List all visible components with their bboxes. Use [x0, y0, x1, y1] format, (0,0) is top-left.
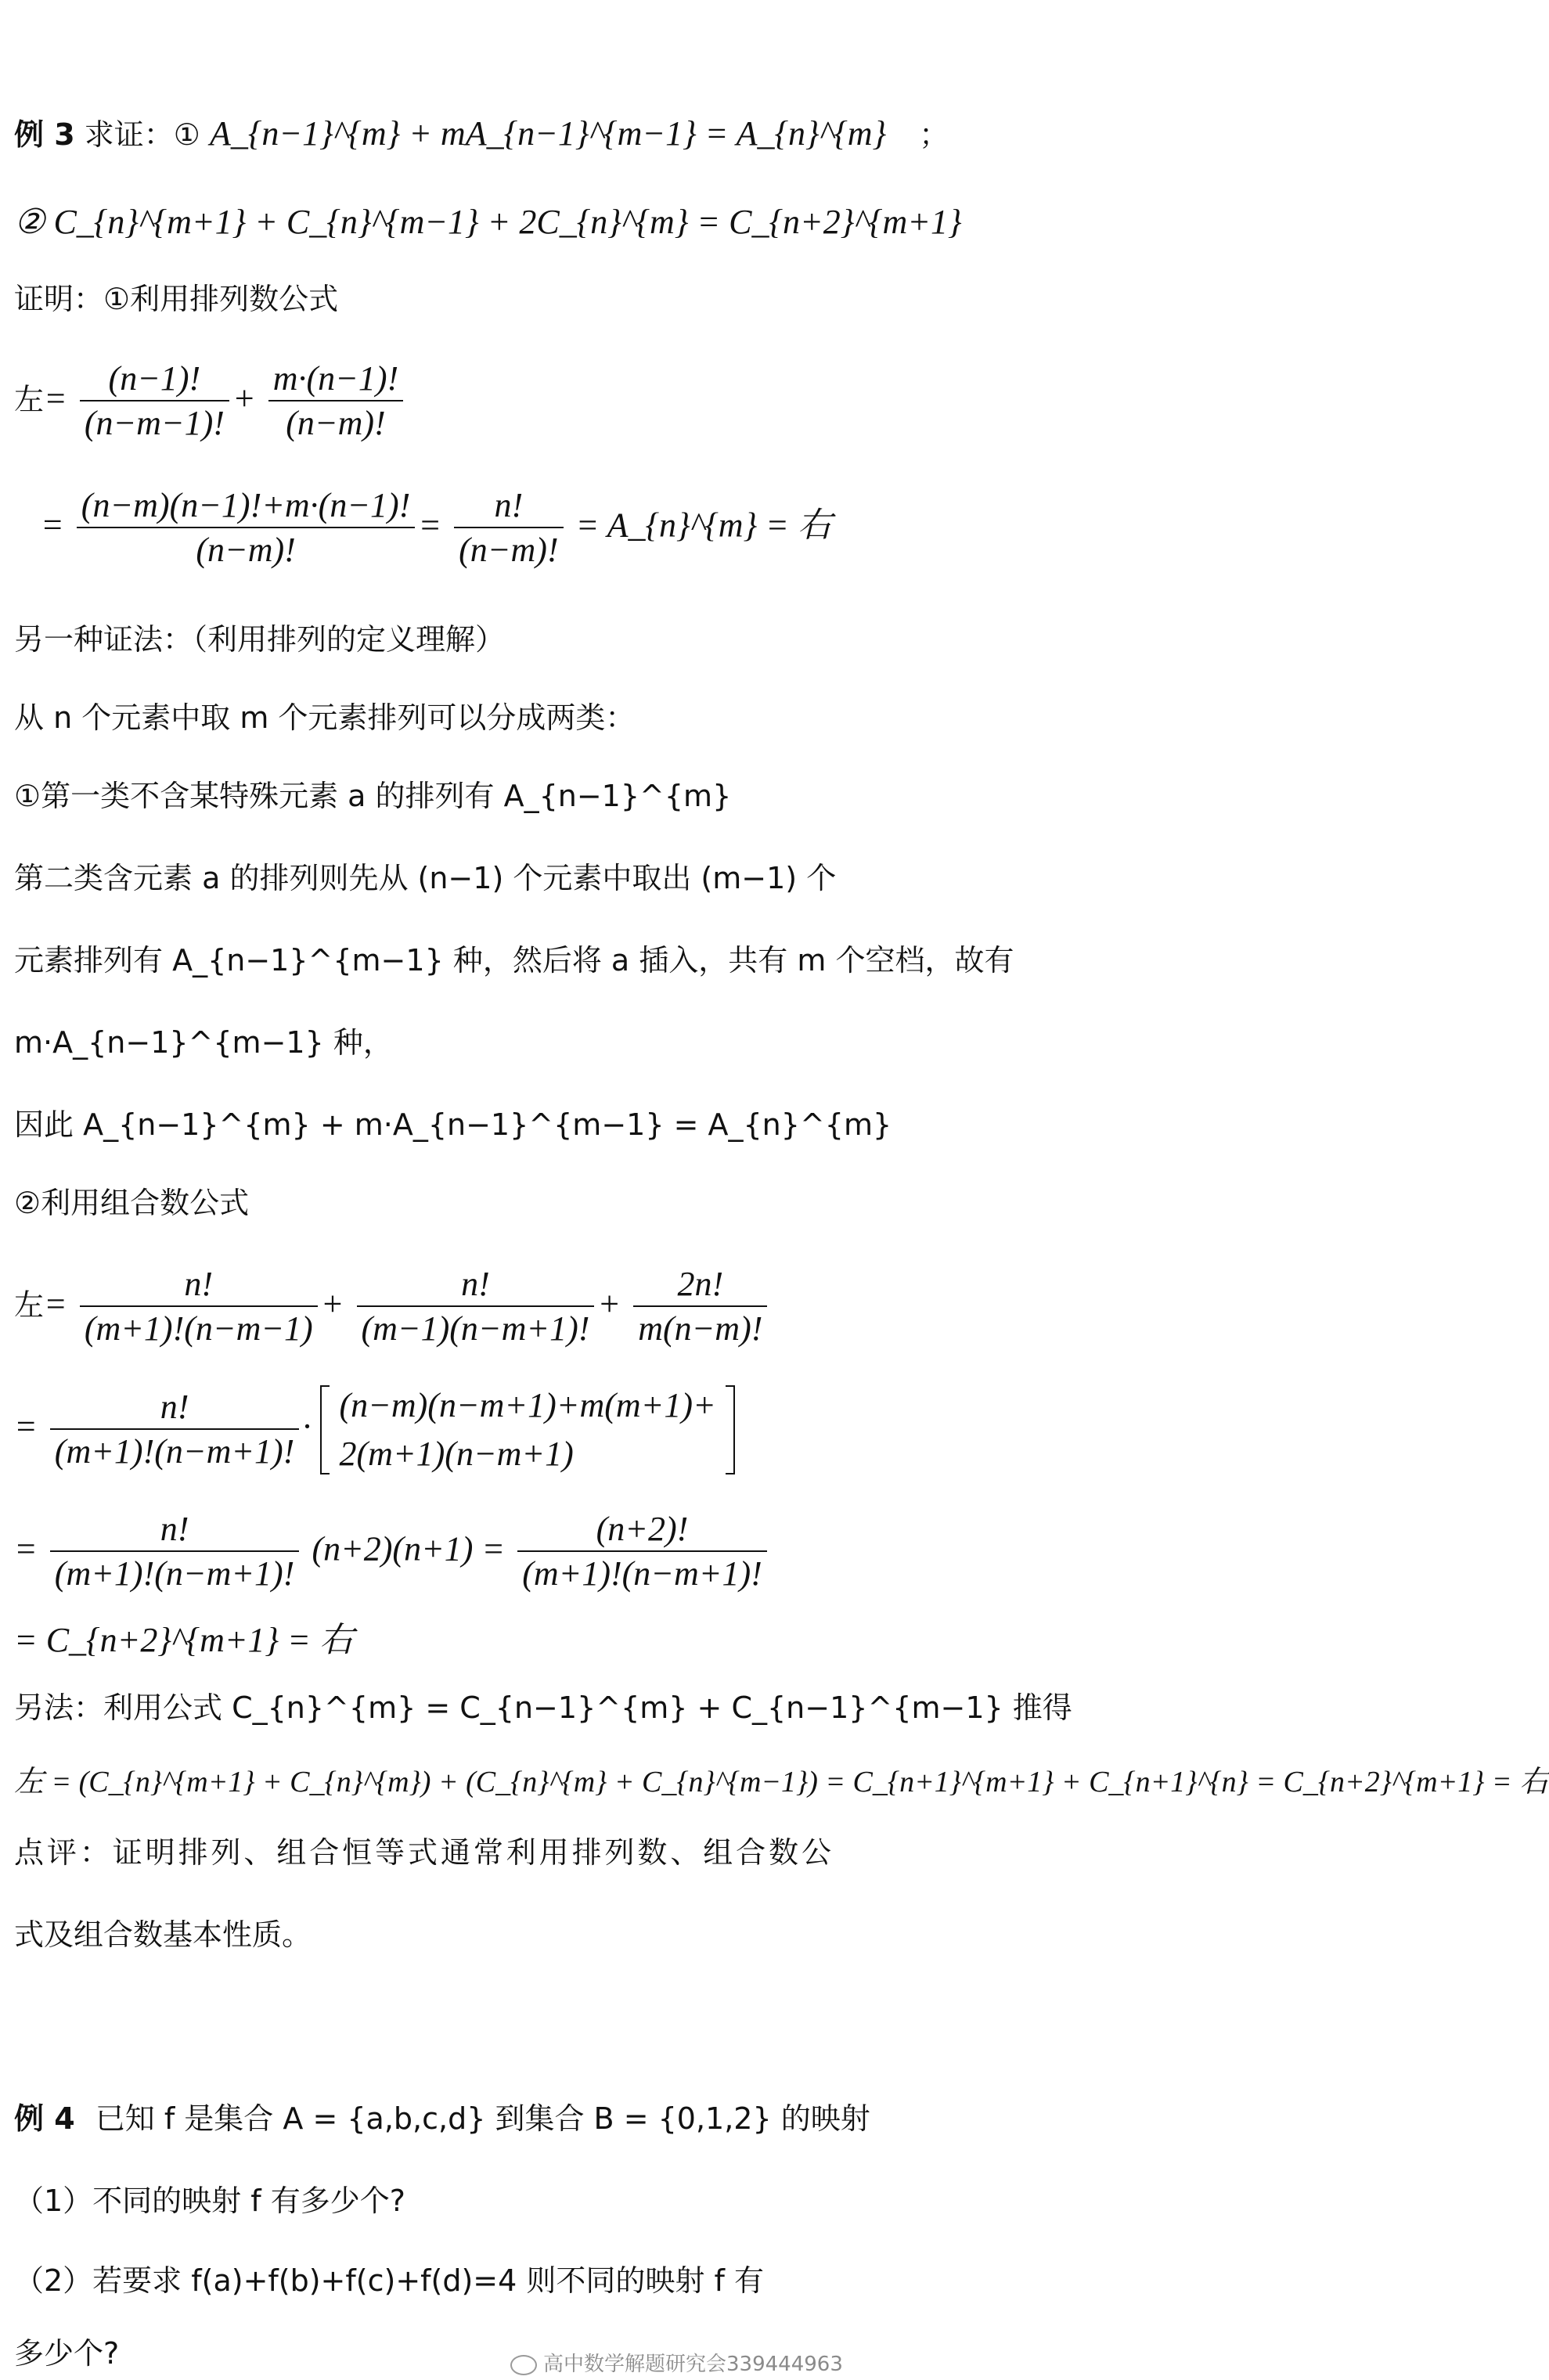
- comment-line-1: 点评：证明排列、组合恒等式通常利用排列数、组合数公: [14, 1835, 831, 1870]
- fraction-3-den: (n−m)!: [77, 527, 416, 571]
- fraction-g1: [80, 1264, 318, 1350]
- fraction-g3-den: m(n−m)!: [633, 1305, 767, 1350]
- watermark-text: 高中数学解题研究会339444963: [543, 2353, 843, 2376]
- fraction-h1-den: (m+1)!(n−m+1)!: [50, 1428, 300, 1473]
- part2-step3: = $\frac{n!}{(m+1)!(n-m+1)!}$ (n+2)(n+1) = $\frac{(n+2)!}{(m+1)!(n-m+1)!}$: [14, 1509, 831, 1595]
- fraction-h1: [50, 1387, 300, 1473]
- fraction-2-num: m·(n−1)!: [272, 359, 399, 398]
- ex3-eq1-end: ；: [919, 117, 949, 152]
- fraction-g2: [357, 1264, 595, 1350]
- bracket-row-1: (n−m)(n−m+1)+m(m+1)+: [339, 1386, 716, 1424]
- left-label-2: 左: [14, 1287, 45, 1323]
- fraction-g1-den: (m+1)!(n−m−1): [80, 1305, 318, 1350]
- fraction-k2: [517, 1509, 767, 1595]
- alt-proof-title: 另一种证法：（利用排列的定义理解）: [14, 622, 506, 657]
- ex3-eq2: ② C_{n}^{m+1} + C_{n}^{m−1} + 2C_{n}^{m} = C_{n+2}^{m+1}: [14, 203, 962, 241]
- other-eq-line: [14, 1765, 1549, 1801]
- watermark: [510, 2348, 843, 2377]
- ex4-label: 例 4: [14, 2101, 75, 2136]
- ex3-eq1: A_{n−1}^{m} + mA_{n−1}^{m−1} = A_{n}^{m}: [209, 114, 887, 153]
- ex3-eq2-line: [14, 202, 962, 243]
- fraction-h1-num: n!: [160, 1387, 189, 1426]
- proof-step2: = $\frac{(n-m)(n-1)!+m\cdot(n-1)!}{(n-m)!}$ = $\frac{n!}{(n-m)!}$ = A_{n}^{m} = 右: [14, 485, 831, 571]
- ex4-question-2: （2）若要求 f(a)+f(b)+f(c)+f(d)=4 则不同的映射 f 有: [14, 2263, 764, 2298]
- left-bracket: [320, 1385, 330, 1474]
- part2-title: ②利用组合数公式: [14, 1186, 250, 1220]
- result-2-line: [14, 1620, 831, 1662]
- fraction-4-den: (n−m)!: [454, 527, 563, 571]
- fraction-1-num: (n−1)!: [108, 359, 201, 398]
- alt-proof-text-5: m·A_{n−1}^{m−1} 种，: [14, 1025, 393, 1060]
- proof-title: 证明：①利用排列数公式: [14, 282, 339, 316]
- ex3-label: 例 3: [14, 117, 75, 152]
- fraction-g2-den: (m−1)(n−m+1)!: [357, 1305, 595, 1350]
- alt-proof-text-4: 元素排列有 A_{n−1}^{m−1} 种，然后将 a 插入，共有 m 个空档，故有: [14, 943, 1014, 978]
- fraction-k1: [50, 1509, 300, 1595]
- fraction-k1-den: (m+1)!(n−m+1)!: [50, 1550, 300, 1595]
- fraction-g1-num: n!: [184, 1265, 214, 1303]
- fraction-g3: [633, 1264, 767, 1350]
- right-bracket: [726, 1385, 735, 1474]
- alt-proof-text-1: 从 n 个元素中取 m 个元素排列可以分成两类：: [14, 700, 636, 735]
- ex3-prompt: 求证：①: [84, 117, 200, 152]
- part2-step2: = $\frac{n!}{(m+1)!(n-m+1)!}$ · (n−m)(n−m+1)+m(m+1)+ 2(m+1)(n−m+1): [14, 1381, 831, 1478]
- ex3-statement: [14, 113, 949, 155]
- part2-step1: 左= $\frac{n!}{(m+1)!(n-m-1)}$ + $\frac{n!}{(m-1)(n-m+1)!}$ + $\frac{2n!}{m(n-m)!}$: [14, 1264, 831, 1350]
- fraction-3-num: (n−m)(n−1)!+m·(n−1)!: [81, 486, 411, 524]
- alt-proof-text-3: 第二类含元素 a 的排列则先从 (n−1) 个元素中取出 (m−1) 个: [14, 861, 837, 895]
- part2-mid: (n+2)(n+1) =: [312, 1529, 506, 1568]
- left-label: 左: [14, 382, 45, 417]
- ex4-question-2-cont: 多少个?: [14, 2336, 120, 2371]
- fraction-2: [268, 358, 403, 445]
- fraction-1: [80, 358, 229, 445]
- result-2: = C_{n+2}^{m+1} = 右: [14, 1621, 354, 1659]
- comment-line-2: 式及组合数基本性质。: [14, 1917, 312, 1952]
- alt-proof-text-2: ①第一类不含某特殊元素 a 的排列有 A_{n−1}^{m}: [14, 779, 732, 813]
- fraction-4: [454, 485, 563, 571]
- fraction-3: [77, 485, 416, 571]
- bracket-content: [340, 1381, 716, 1478]
- fraction-1-den: (n−m−1)!: [80, 400, 229, 445]
- fraction-k2-num: (n+2)!: [596, 1510, 689, 1548]
- fraction-4-num: n!: [494, 486, 524, 524]
- bracket-row-2: 2(m+1)(n−m+1): [339, 1434, 574, 1473]
- fraction-g3-num: 2n!: [677, 1265, 724, 1303]
- alt-proof-text-6: 因此 A_{n−1}^{m} + m·A_{n−1}^{m−1} = A_{n}^{m}: [14, 1107, 892, 1142]
- ex4-text: 已知 f 是集合 A = {a,b,c,d} 到集合 B = {0,1,2} 的映射: [95, 2101, 870, 2136]
- wechat-icon: [510, 2355, 537, 2375]
- result-1: = A_{n}^{m} = 右: [575, 506, 832, 545]
- fraction-k2-den: (m+1)!(n−m+1)!: [517, 1550, 767, 1595]
- other-method: 另法：利用公式 C_{n}^{m} = C_{n−1}^{m} + C_{n−1}^{m−1} 推得: [14, 1690, 1072, 1725]
- other-eq: 左 = (C_{n}^{m+1} + C_{n}^{m}) + (C_{n}^{m} + C_{n}^{m−1}) = C_{n+1}^{m+1} + C_{n+1}^{n} = C_{n+2}^{m+1} = 右: [14, 1766, 1549, 1799]
- proof-step1: 左= $\frac{(n-1)!}{(n-m-1)!}$ + $\frac{m\cdot(n-1)!}{(n-m)!}$: [14, 358, 831, 445]
- ex4-question-1: （1）不同的映射 f 有多少个?: [14, 2184, 405, 2218]
- fraction-k1-num: n!: [160, 1510, 189, 1548]
- fraction-g2-num: n!: [461, 1265, 490, 1303]
- fraction-2-den: (n−m)!: [268, 400, 403, 445]
- ex4-statement: [14, 2101, 870, 2137]
